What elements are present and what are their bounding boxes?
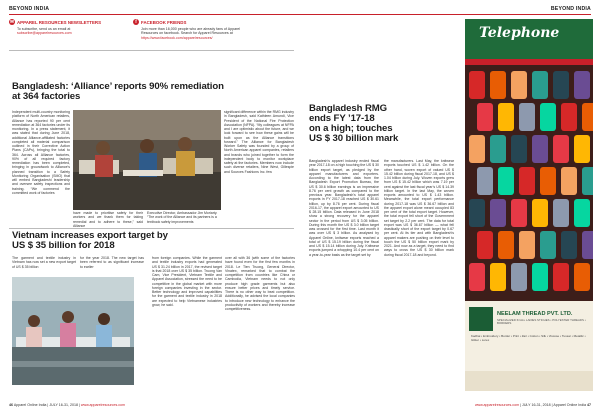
thread-spool: [511, 263, 527, 291]
facebook-url-link[interactable]: https://www.facebook.com/apparelresources/: [141, 35, 213, 40]
thread-spool: [540, 167, 556, 195]
facebook-text-2: Resources on facebook. Search for Apparel Resources at: [141, 31, 233, 36]
footer-right-web[interactable]: www.apparelresources.com: [474, 403, 520, 407]
ad-brand: Telephone: [479, 25, 560, 41]
thread-spool: [574, 199, 590, 227]
thread-spool: [532, 71, 548, 99]
thread-spool: [511, 71, 527, 99]
thread-spool: [469, 199, 485, 227]
alliance-column-2: have made to prioritise safety for their workers and we thank them for taking remedial and to adhere to these,” said Alliance: [73, 211, 143, 228]
thread-spool: [490, 71, 506, 99]
section-label-left: BEYOND INDIA: [9, 6, 50, 12]
thread-spool: [469, 71, 485, 99]
vietnam-column-2: for the year 2018. The new target has been referred to as significant increase to earlier: [80, 256, 144, 269]
facebook-promo: [133, 19, 293, 40]
newsletter-title: APPAREL RESOURCES NEWSLETTERS: [17, 19, 101, 25]
thread-spool: [532, 263, 548, 291]
footer-right-date: JULY 16-31, 2018: [522, 403, 551, 407]
thread-spool: [540, 103, 556, 131]
thread-spool: [561, 231, 577, 259]
thread-spool: [582, 103, 593, 131]
thread-spool: [553, 199, 569, 227]
thread-spool: [561, 103, 577, 131]
vietnam-headline: Vietnam increases export target by US $ 35 billion for 2018: [12, 230, 168, 252]
thread-spool: [582, 167, 593, 195]
facebook-title: FACEBOOK FRIENDS: [141, 19, 187, 25]
rmg-headline: Bangladesh RMG ends FY ’17-18 on a high; touches US $ 30 billion mark: [309, 103, 399, 145]
thread-spool: [574, 71, 590, 99]
thread-spool: [553, 71, 569, 99]
vietnam-column-3: from foreign companies. While the garment and textile industry exports had generated US $ 31.24 billion in 2017, the revised target is that 2018 over US $ 35 billion. Truong Van Cam, Vice President, Vietnam Textile and Apparel Association, stressed the need to be competitive in the global market with more foreign companies investing in the sector. Better technology and improved capabilities for the garment and textile industry in 2018 are expected to help Vietnamese industries grow, he said.: [152, 256, 222, 307]
thread-spool: [511, 199, 527, 227]
page-number-left: 46: [9, 403, 13, 407]
thread-spool: [490, 199, 506, 227]
vietnam-column-4: over all with 36 (with some of the factories have found even for the first few months in 2018. Le Tien Truong, General Director, Vinatex, remarked that to combat the competition from countries like China or Cambodia, Vietnam needs to not only produce high grade garments but also ensure better prices and timely service. There is no other way to beat competition. Additionally, he advised the local companies to introduce new technology to enhance the productivity of workers and thereby increase competitiveness.: [225, 256, 295, 311]
thread-spool: [532, 199, 548, 227]
footer-right: www.apparelresources.com | JULY 16-31, 2018 | Apparel Online India 47: [474, 403, 591, 407]
alliance-headline: Bangladesh: ‘Alliance’ reports 90% remediation at 364 factories: [12, 81, 224, 103]
footer-left: 46 Apparel Online India | JULY 16-31, 2018 | www.apparelresources.com: [9, 403, 126, 407]
thread-spool: [553, 135, 569, 163]
newsletter-email-link[interactable]: subscribe@apparelresources.com: [17, 31, 72, 36]
story-divider: [9, 228, 294, 229]
newsletter-promo: [9, 19, 117, 36]
thread-spool: [469, 135, 485, 163]
thread-spool: [553, 263, 569, 291]
factory-photo: [12, 277, 134, 385]
footer-right-pub: Apparel Online India: [553, 403, 586, 407]
section-label-right: BEYOND INDIA: [550, 6, 591, 12]
thread-spool: [582, 231, 593, 259]
thread-spool: [498, 167, 514, 195]
thread-spool: [519, 167, 535, 195]
ad-company: NEELAM THREAD PVT. LTD.: [497, 311, 573, 317]
rmg-column-1: Bangladesh’s apparel industry ended fiscal year 2017-18 on a high touching the US $ 30 billion export target, as pledged by the apparel manufacturers and exporters. According to the latest data from the Bangladesh Export Promotion Bureau, the US $ 30.6 billion earnings is an impressive 8.76 per cent growth as compared to the previous year. Bangladesh’s total apparel exports in FY 2017-18 reached US $ 30.61 billion, up by 8.76 per cent. During fiscal 2016-17, the apparel export amounted to US $ 28.15 billion. Data released in June 2018 show a strong recovery for the apparel sector in the period from US $ 3.05 billion. During this month the US $ 3.0 billion target was crossed for the first time. Last month it was over US $ 3 billion. As analysed by Apparel Online, knitwear exports reached a total of US $ 15.19 billion during the fiscal and US $ 15.14 billion during July. Knitwear exports jumped a whopping 10.4 per cent on a year-to-year basis as the target set by: [309, 159, 379, 257]
thread-spool: [477, 103, 493, 131]
ad-tagline: SPECIALIZED IN ALL LADIES STICHES • POLYESTER THREADS • BORDERS: [497, 318, 586, 326]
rmg-column-2: the manufacturers. Last May, the knitwear exports touched US $ 1.42 billion. On the other hand, woven export of valued US $ 15.42 billion during fiscal 2017-18, and US $ 1.04 billion during July. Woven exports grew from US $ 15.42 billion which was 7.19 per cent against the last fiscal year’s US $ 14.39 billion target. In the last May, the woven exports amounted to US $ 1.43 billion. Meanwhile, the total export performance during 2017-18 was US $ 36.67 billion and the apparel export alone meant occupied 83 per cent of the total export target. However, the total export fell short of the Government set target by 2.2 per cent. The data for total export was US $ 36.67 billion — what fell drastically short of the export target by 0.67 per cent. At its tier and with Bangladesh’s apparel makers are pushing on their level to touch the US $ 50 billion export mark by 2021. And now as a target, they need to find ways to cross the US $ 30 billion mark during fiscal 2017-18 and beyond.: [384, 159, 454, 257]
newsletter-text: To subscribe, send us an email at: [17, 27, 71, 31]
alliance-column-2b: Executive Director, Ambassador Jim Moriarty. “The work of the Alliance and its partners is a textbook safety improvements: [147, 211, 218, 224]
thread-spool: [574, 263, 590, 291]
thread-spool: [540, 231, 556, 259]
thread-spool: [490, 263, 506, 291]
envelope-icon: ✉: [10, 19, 14, 24]
thread-spool: [469, 263, 485, 291]
thread-spool: [511, 135, 527, 163]
facebook-text-1: Join more than 16,000 people who are already fans of Apparel: [141, 27, 241, 31]
thread-spool: [519, 103, 535, 131]
alliance-column-1: Independent multi-country monitoring platform of North American retailers, Alliance has reported 90 per cent remediation at 364 factories under its monitoring. In a press statement, it was stated that during June 2018, additional Alliance-affiliated factories completed all material comparison outlined in their Corrective Action Plans (CAPs), bringing the total to 364. Across all Alliance factories, 90% of all required factory remediation has been completed, bringing in groundwork to Alliance’s planned transition to a Safety Monitoring Organisation (SMO) that will embed Bangladeshi leadership and oversee safety inspections and training. “We commend the committed work of factories: [12, 110, 70, 195]
thread-spool: [519, 231, 535, 259]
footer-left-date: JULY 16-31, 2018: [49, 403, 78, 407]
ad-product-list: Kadhai • Embroidery • Border • Print • Zari • Cotton • Silk • Viscose • Tussar • Metallic • Glitter • Lurex: [471, 334, 586, 342]
alliance-column-3: significant difference within the RMG industry in Bangladesh, said Kathleen Amundi, Vice President of the National Fire Protection Association (NFPA). “My colleagues at NFPA and I are optimistic about the future, and we look forward to see how these gains will be built upon as the Alliance transitions forward.” The Alliance for Bangladesh Worker Safety was founded by a group of North American apparel companies, retailers and brands who joined together to form the independent body to monitor workplace safety at the factories. Members now include such diverse retailers, Nine West, Gillespie and Sources Fashions Inc. few: [224, 110, 294, 174]
thread-spool: [477, 167, 493, 195]
footer-left-pub: Apparel Online India: [13, 403, 47, 407]
workers-photo: [73, 110, 221, 210]
thread-spool: [532, 135, 548, 163]
footer-left-web[interactable]: www.apparelresources.com: [80, 403, 126, 407]
facebook-icon: f: [133, 19, 139, 25]
thread-spool: [561, 167, 577, 195]
thread-advertisement: [465, 19, 593, 391]
thread-spool: [574, 135, 590, 163]
thread-spool: [498, 231, 514, 259]
thread-spool: [477, 231, 493, 259]
header-rule: [9, 14, 591, 15]
page-number-right: 47: [587, 403, 591, 407]
vietnam-column-1: The garment and textile industry in Vietnam has now set a new export target of US $ 35 billion: [12, 256, 76, 269]
promo-divider: [9, 50, 294, 51]
thread-spool: [490, 135, 506, 163]
thread-spool: [498, 103, 514, 131]
